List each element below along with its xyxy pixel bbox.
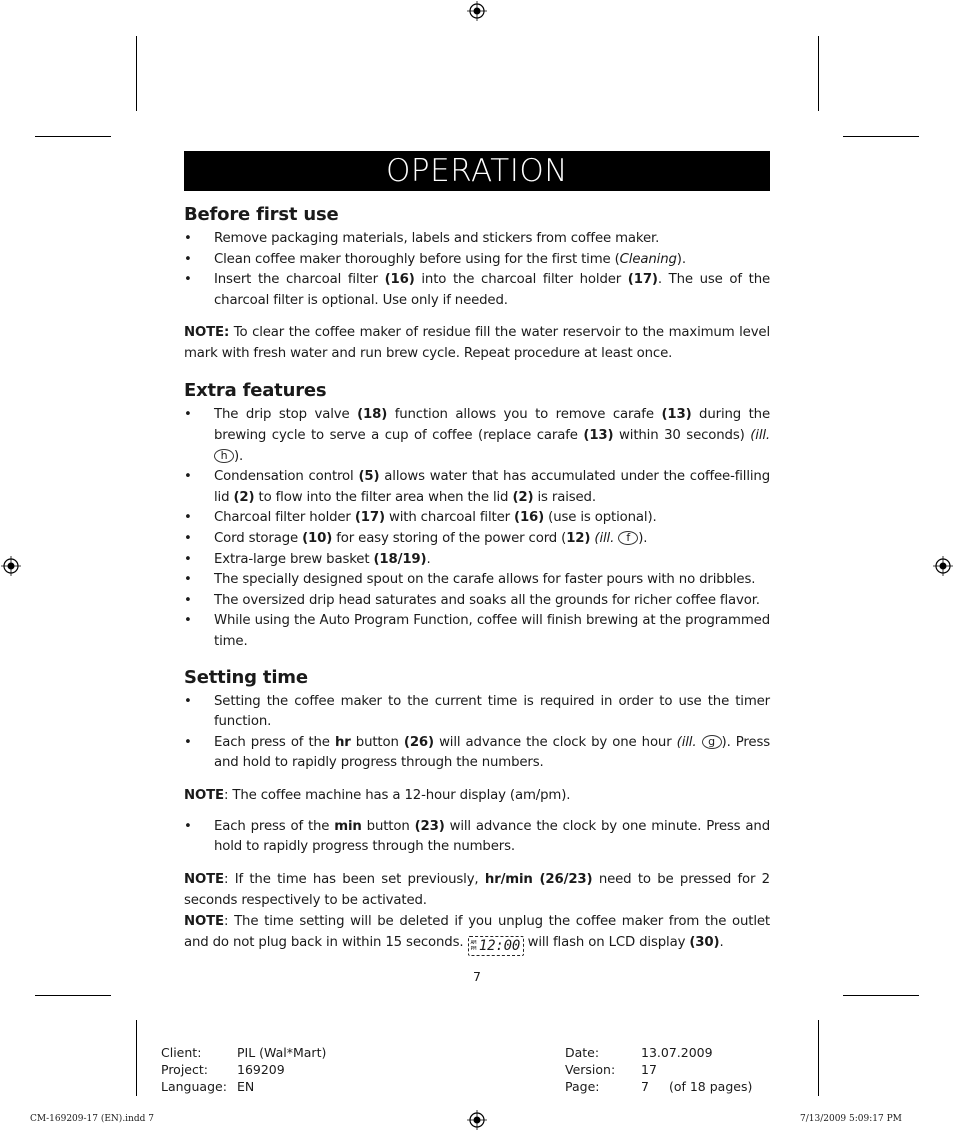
crop-mark xyxy=(843,995,919,996)
footer-info-right xyxy=(565,1044,752,1095)
list-item: • Extra-large brew basket (18/19). xyxy=(184,551,431,567)
note-paragraph: NOTE: The coffee machine has a 12-hour display (am/pm). xyxy=(184,787,571,803)
illustration-letter-icon: h xyxy=(214,449,234,463)
list-item: • The oversized drip head saturates and soaks all the grounds for richer coffee flavor. xyxy=(184,592,760,608)
crop-mark xyxy=(818,1020,819,1096)
page-content xyxy=(184,151,770,956)
note-paragraph: NOTE: To clear the coffee maker of residue fill the water reservoir to the maximum level mark with fresh water and run brew cycle. Repeat procedure at least once. xyxy=(184,325,770,362)
crop-mark xyxy=(818,36,819,111)
crop-mark xyxy=(35,136,111,137)
section-heading-setting-time: Setting time xyxy=(184,666,308,688)
registration-mark-icon xyxy=(467,1110,487,1130)
list-item: • The specially designed spout on the carafe allows for faster pours with no dribbles. xyxy=(184,572,756,588)
list-item: • Condensation control (5) allows water that has accumulated under the coffee-filling lid (2) to flow into the filter area when the lid (2) is raised. xyxy=(184,469,770,505)
bullet-list-setting-time xyxy=(184,692,770,774)
registration-mark-icon xyxy=(467,1,487,21)
list-item: • Insert the charcoal filter (16) into the charcoal filter holder (17). The use of the charcoal filter is optional. Use only if needed. xyxy=(184,272,771,308)
footer-row: Client: PIL (Wal*Mart) xyxy=(161,1045,327,1060)
footer-row: Date: 13.07.2009 xyxy=(565,1045,713,1060)
crop-mark xyxy=(35,995,111,996)
slug-timestamp: 7/13/2009 5:09:17 PM xyxy=(800,1114,902,1124)
list-item: • The drip stop valve (18) function allows you to remove carafe (13) during the brewing cycle to serve a cup of coffee (replace carafe (13) within 30 seconds) (ill. h ). xyxy=(184,407,770,464)
registration-mark-icon xyxy=(933,556,953,576)
footer-row: Version: 17 xyxy=(565,1062,657,1077)
bullet-list-before-first-use xyxy=(184,229,770,311)
list-item: • Clean coffee maker thoroughly before using for the first time (Cleaning). xyxy=(184,251,686,267)
lcd-display-icon: AM PM 12:00 xyxy=(468,936,524,956)
crop-mark xyxy=(843,136,919,137)
footer-info-left xyxy=(161,1044,326,1095)
illustration-letter-icon: g xyxy=(702,735,722,749)
list-item: • Each press of the hr button (26) will advance the clock by one hour (ill. g ). Press and hold to rapidly progress through the numbers. xyxy=(184,734,771,771)
registration-mark-icon xyxy=(1,556,21,576)
note-paragraph: NOTE: The time setting will be deleted if you unplug the coffee maker from the outlet and do not plug back in within 15 seconds. AM PM 12:00 will flash on LCD display (30). xyxy=(184,914,770,955)
note-paragraph: NOTE: If the time has been set previously, hr/min (26/23) need to be pressed for 2 seconds respectively to be activated. xyxy=(184,872,770,909)
list-item: • Charcoal filter holder (17) with charcoal filter (16) (use is optional). xyxy=(184,510,657,526)
bullet-list-setting-time-2 xyxy=(184,817,770,858)
bullet-list-extra-features xyxy=(184,405,770,652)
crop-mark xyxy=(136,1020,137,1096)
list-item: • Each press of the min button (23) will advance the clock by one minute. Press and hold to rapidly progress through the numbers. xyxy=(184,818,770,855)
page-title: OPERATION xyxy=(184,151,770,191)
footer-row: Project: 169209 xyxy=(161,1062,285,1077)
illustration-letter-icon: f xyxy=(618,531,638,545)
page-number: 7 xyxy=(473,969,481,984)
section-heading-extra-features: Extra features xyxy=(184,380,327,402)
section-heading-before-first-use: Before first use xyxy=(184,204,339,225)
list-item: • Setting the coffee maker to the current time is required in order to use the timer function. xyxy=(184,693,770,730)
list-item: • Remove packaging materials, labels and stickers from coffee maker. xyxy=(184,231,660,246)
crop-mark xyxy=(136,36,137,111)
list-item: • Cord storage (10) for easy storing of the power cord (12) (ill. f ). xyxy=(184,530,648,546)
slug-filename: CM-169209-17 (EN).indd 7 xyxy=(30,1114,154,1124)
footer-row: Language: EN xyxy=(161,1079,255,1094)
footer-row: Page: 7 (of 18 pages) xyxy=(565,1079,753,1094)
list-item: • While using the Auto Program Function, coffee will finish brewing at the programmed time. xyxy=(184,613,770,649)
